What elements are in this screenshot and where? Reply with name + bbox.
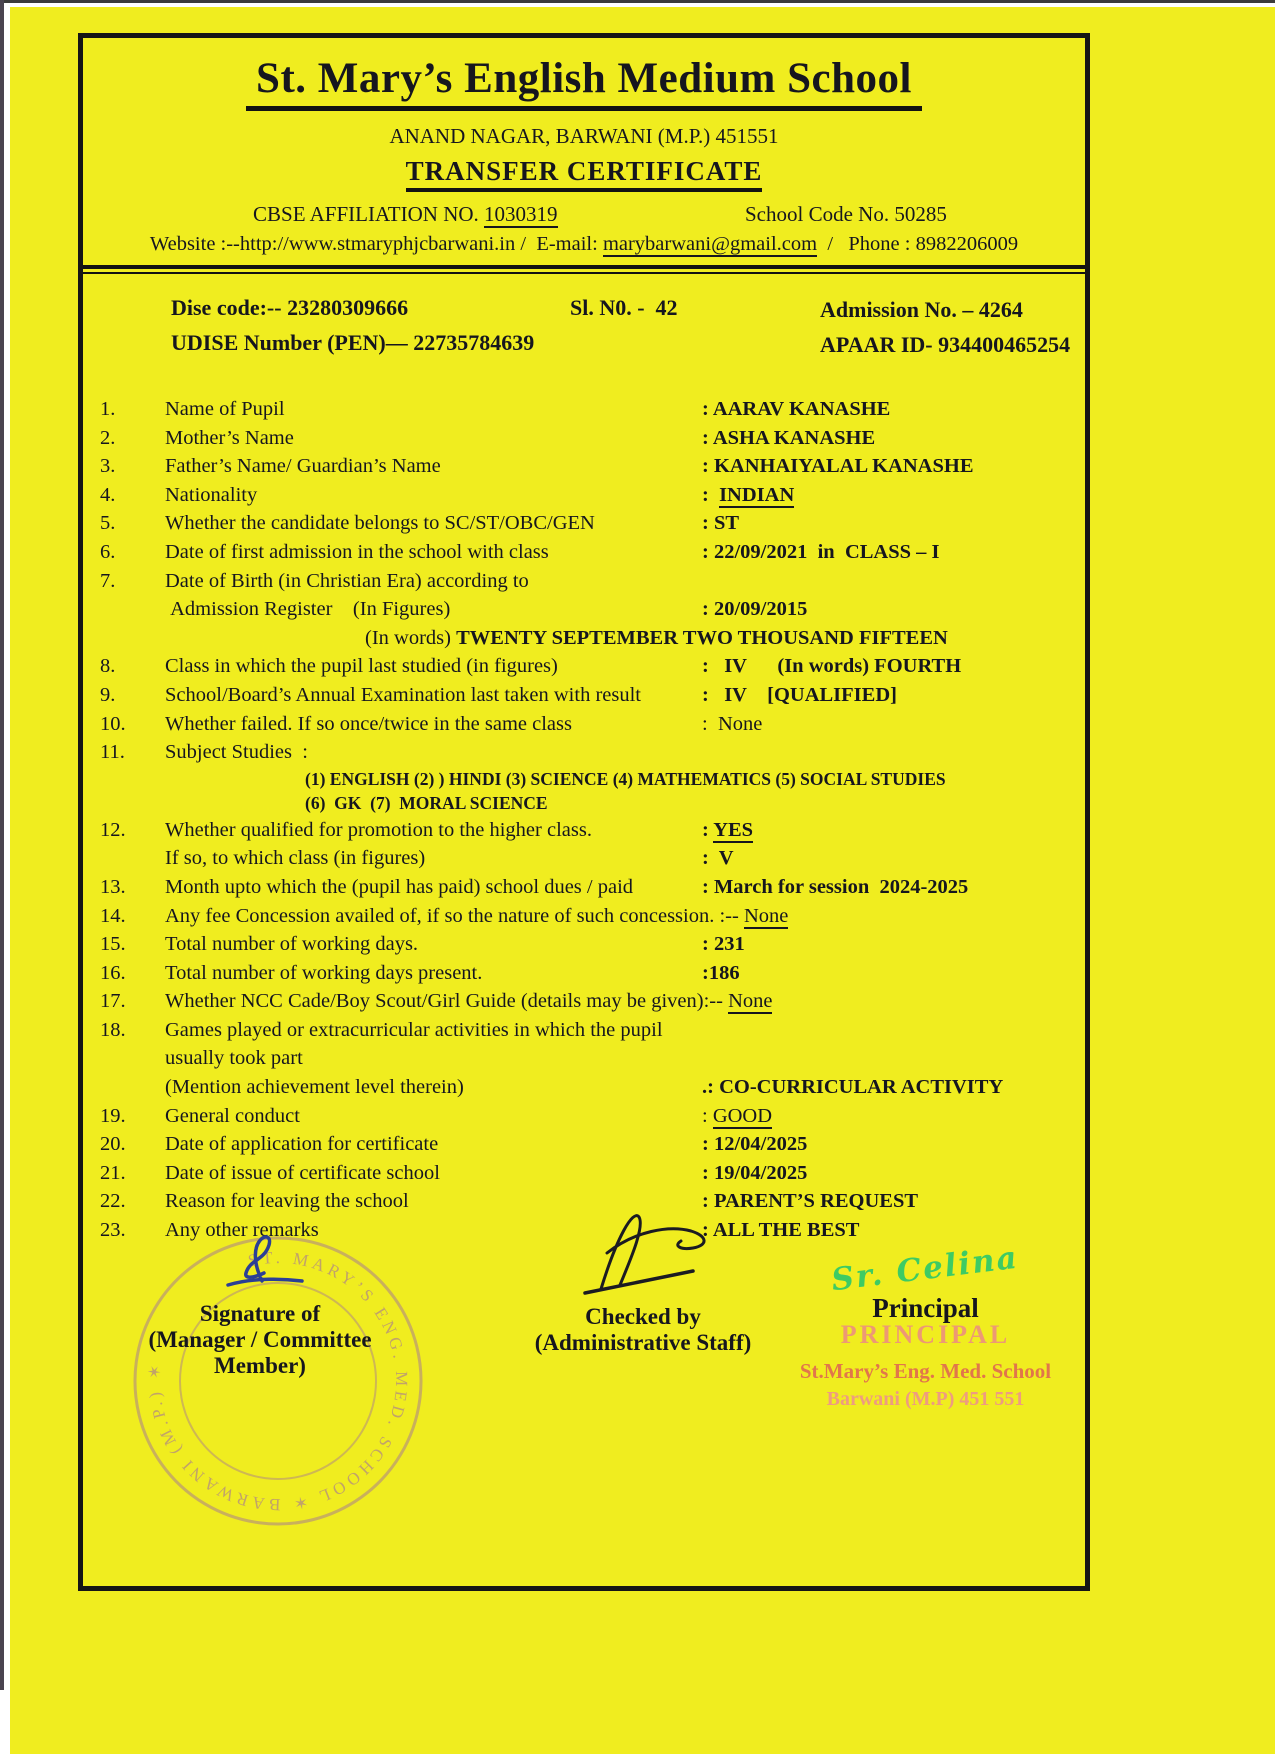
certificate-row: 15. Total number of working days. : 231 bbox=[100, 933, 745, 956]
certificate-row: 22. Reason for leaving the school : PARENT’S REQUEST bbox=[100, 1190, 919, 1213]
certificate-row: 17. Whether NCC Cade/Boy Scout/Girl Guide (details may be given):-- None bbox=[100, 990, 773, 1013]
certificate-row: 14. Any fee Concession availed of, if so the nature of such concession. :-- None bbox=[100, 904, 789, 927]
cbse-affiliation: CBSE AFFILIATION NO. 1030319 bbox=[253, 202, 558, 226]
certificate-row: 21. Date of issue of certificate school : 19/04/2025 bbox=[100, 1161, 808, 1184]
header-divider bbox=[83, 265, 1085, 274]
serial-number: Sl. N0. - 42 bbox=[570, 295, 678, 320]
certificate-row: 4. Nationality : INDIAN bbox=[100, 483, 795, 506]
certificate-header bbox=[83, 38, 1085, 274]
school-address: ANAND NAGAR, BARWANI (M.P.) 451551 bbox=[389, 124, 779, 148]
manager-signature-block bbox=[100, 1243, 420, 1515]
certificate-row: 3. Father’s Name/ Guardian’s Name : KANHAIYALAL KANASHE bbox=[100, 455, 974, 478]
certificate-row: (Mention achievement level therein) .: CO-CURRICULAR ACTIVITY bbox=[165, 1076, 1004, 1099]
manager-caption-line1: Signature of bbox=[199, 1301, 321, 1326]
scan-edge-top bbox=[0, 0, 1275, 3]
certificate-row: 2. Mother’s Name : ASHA KANASHE bbox=[100, 426, 876, 449]
checker-caption-line2: (Administrative Staff) bbox=[534, 1330, 752, 1355]
certificate-row: 13. Month upto which the (pupil has paid) school dues / paid : March for session 2024-2025 bbox=[100, 875, 969, 898]
certificate-title: TRANSFER CERTIFICATE bbox=[406, 156, 763, 192]
contact-row bbox=[83, 233, 1085, 256]
dise-code: Dise code:-- 23280309666 bbox=[171, 295, 409, 320]
manager-signature-icon bbox=[200, 1223, 330, 1301]
udise-number: UDISE Number (PEN)— 22735784639 bbox=[171, 330, 535, 355]
principal-signature-block bbox=[783, 1239, 1068, 1411]
certificate-row: 10. Whether failed. If so once/twice in the same class : None bbox=[100, 712, 763, 735]
certificate-row: 1. Name of Pupil : AARAV KANASHE bbox=[100, 398, 891, 420]
certificate-row: 9. School/Board’s Annual Examination last taken with result : IV [QUALIFIED] bbox=[100, 683, 897, 706]
certificate-row: 7. Date of Birth (in Christian Era) according to bbox=[100, 569, 529, 592]
principal-title: Principal bbox=[872, 1293, 979, 1323]
certificate-row: 8. Class in which the pupil last studied (in figures) : IV (In words) FOURTH bbox=[100, 655, 962, 678]
certificate-row: 12. Whether qualified for promotion to the higher class. : YES bbox=[100, 818, 754, 841]
phone-text: / Phone : 8982206009 bbox=[817, 233, 1019, 255]
checker-signature-icon bbox=[573, 1201, 723, 1306]
certificate-row: 19. General conduct : GOOD bbox=[100, 1104, 773, 1127]
svg-text:ST. MARY’S ENG. MED. SCHOOL ✶: ST. MARY’S ENG. MED. SCHOOL ✶ BARWANI (M.P.) ✶ bbox=[144, 1247, 411, 1515]
codes-block bbox=[83, 295, 1085, 367]
school-name: St. Mary’s English Medium School bbox=[246, 54, 922, 111]
certificate-row: 16. Total number of working days present. :186 bbox=[100, 961, 740, 984]
certificate-row: 11. Subject Studies : bbox=[100, 741, 308, 764]
school-code: School Code No. 50285 bbox=[745, 202, 947, 226]
certificate-row: 18. Games played or extracurricular activities in which the pupil usually took part bbox=[100, 1018, 668, 1070]
principal-stamp-line2: St.Mary’s Eng. Med. School bbox=[799, 1359, 1052, 1383]
affiliation-row bbox=[83, 202, 1085, 228]
scan-edge-left bbox=[0, 0, 4, 1690]
certificate-row: (1) ENGLISH (2) ) HINDI (3) SCIENCE (4) MATHEMATICS (5) SOCIAL STUDIES bbox=[305, 768, 946, 789]
principal-stamp-line3: Barwani (M.P) 451 551 bbox=[826, 1388, 1025, 1410]
certificate-row: 5. Whether the candidate belongs to SC/ST/OBC/GEN : ST bbox=[100, 512, 740, 535]
certificate-row: 6. Date of first admission in the school with class : 22/09/2021 in CLASS – I bbox=[100, 540, 940, 563]
signature-area bbox=[83, 1239, 1085, 1583]
certificate-row: 23. Any other remarks : ALL THE BEST bbox=[100, 1219, 860, 1242]
website-text: Website :--http://www.stmaryphjcbarwani.in / E-mail: bbox=[149, 233, 603, 255]
certificate-border-frame bbox=[78, 33, 1090, 1591]
certificate-row: (6) GK (7) MORAL SCIENCE bbox=[305, 793, 548, 814]
admission-number: Admission No. – 4264 bbox=[820, 297, 1023, 322]
email-text: marybarwani@gmail.com bbox=[602, 233, 818, 255]
principal-stamp-line1: PRINCIPAL bbox=[840, 1320, 1011, 1349]
apaar-id: APAAR ID- 934400465254 bbox=[820, 332, 1071, 357]
certificate-row: If so, to which class (in figures) : V bbox=[165, 847, 734, 870]
principal-signature-handwriting: Sr. Celina bbox=[829, 1239, 1022, 1299]
certificate-row: (In words) TWENTY SEPTEMBER TWO THOUSAND FIFTEEN bbox=[365, 626, 948, 649]
certificate-row: 20. Date of application for certificate : 12/04/2025 bbox=[100, 1133, 808, 1156]
checker-signature-block bbox=[523, 1243, 763, 1356]
checker-caption-line1: Checked by bbox=[585, 1304, 701, 1329]
items-list bbox=[83, 395, 1085, 1245]
affiliation-number: 1030319 bbox=[484, 202, 558, 226]
certificate-row: Admission Register (In Figures) : 20/09/2015 bbox=[165, 598, 808, 621]
manager-caption-line2: (Manager / Committee Member) bbox=[148, 1327, 372, 1378]
